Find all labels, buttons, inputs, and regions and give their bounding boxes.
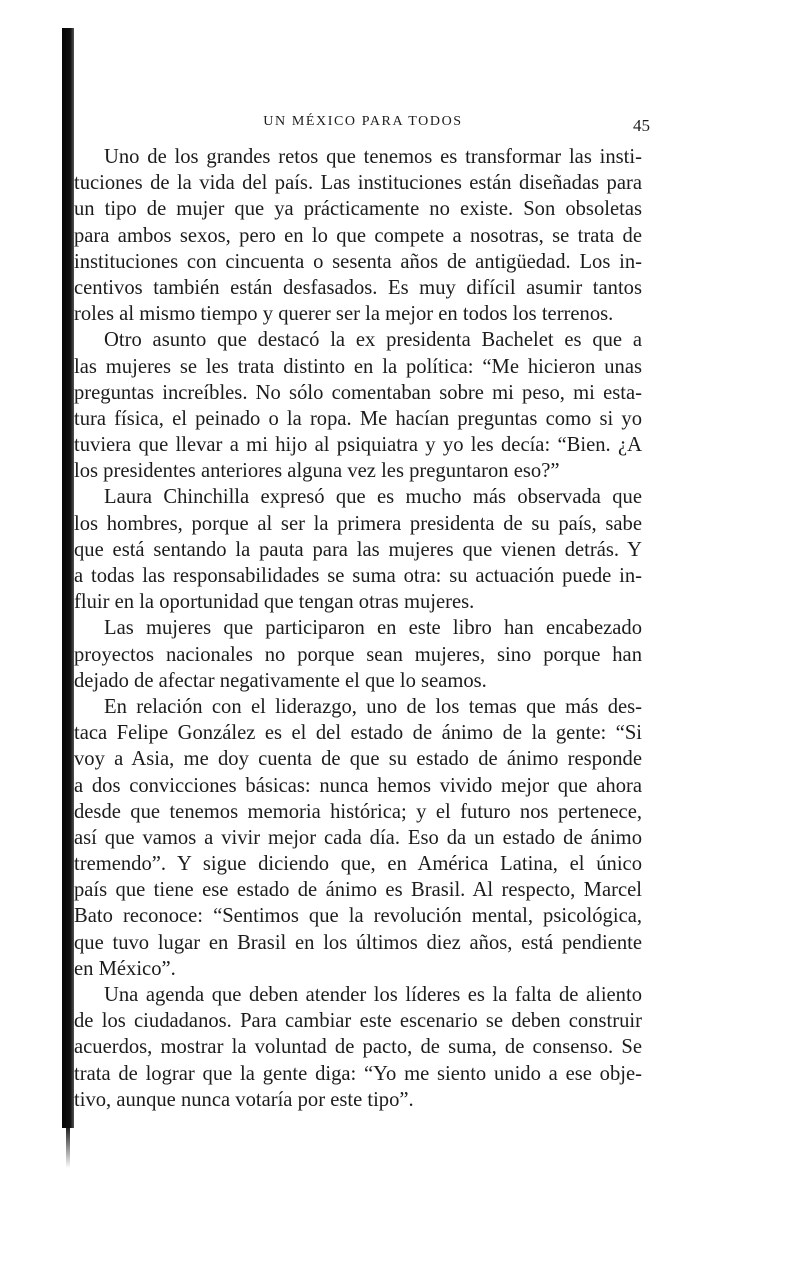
text-line: en México”. (74, 957, 176, 980)
text-line: En relación con el liderazgo, uno de los temas que más des- (104, 695, 642, 718)
text-line: taca Felipe González es el del estado de ánimo de la gente: “Si (74, 722, 642, 745)
book-binding-shadow (62, 28, 74, 1128)
text-line: voy a Asia, me doy cuenta de que su estado de ánimo responde (74, 748, 642, 771)
text-line: proyectos nacionales no porque sean mujeres, sino porque han (74, 643, 642, 666)
text-line: Uno de los grandes retos que tenemos es transformar las insti- (104, 146, 642, 168)
text-line: tivo, aunque nunca votaría por este tipo”. (74, 1088, 414, 1111)
text-line: roles al mismo tiempo y querer ser la mejor en todos los terrenos. (74, 303, 614, 326)
page-header (76, 114, 650, 134)
page-number: 45 (633, 116, 650, 135)
text-line: un tipo de mujer que ya prácticamente no existe. Son obsoletas (74, 198, 642, 221)
text-line: Una agenda que deben atender los líderes es la falta de aliento (104, 984, 642, 1006)
text-line: a todas las responsabilidades se suma otra: su actuación puede in- (74, 565, 642, 587)
book-binding-fade (66, 1128, 70, 1168)
text-line: preguntas increíbles. No sólo comentaban sobre mi peso, mi esta- (74, 381, 642, 404)
text-line: Las mujeres que participaron en este libro han encabezado (104, 617, 642, 640)
text-line: los presidentes anteriores alguna vez les preguntaron eso?” (74, 460, 560, 483)
text-line: así que vamos a vivir mejor cada día. Eso da un estado de ánimo (74, 826, 642, 849)
text-line: tremendo”. Y sigue diciendo que, en América Latina, el único (74, 853, 642, 876)
text-line: dejado de afectar negativamente el que lo seamos. (74, 669, 487, 692)
text-line: trata de lograr que la gente diga: “Yo me siento unido a ese obje- (74, 1062, 642, 1085)
text-line: Laura Chinchilla expresó que es mucho más observada que (104, 486, 642, 509)
text-line: los hombres, porque al ser la primera presidenta de su país, sabe (74, 512, 642, 535)
text-line: para ambos sexos, pero en lo que compete a nosotras, se trata de (74, 224, 642, 247)
running-title: UN MÉXICO PARA TODOS (263, 114, 463, 129)
text-line: las mujeres se les trata distinto en la política: “Me hicieron unas (74, 355, 642, 378)
text-line: desde que tenemos memoria histórica; y el futuro nos pertenece, (74, 800, 642, 823)
text-line: Bato reconoce: “Sentimos que la revolución mental, psicológica, (74, 905, 642, 928)
body-text (74, 144, 642, 1113)
text-line: centivos también están desfasados. Es muy difícil asumir tantos (74, 276, 642, 299)
text-line: acuerdos, mostrar la voluntad de pacto, de suma, de consenso. Se (74, 1036, 642, 1059)
text-line: a dos convicciones básicas: nunca hemos vivido mejor que ahora (74, 774, 642, 797)
text-line: tura física, el peinado o la ropa. Me hacían preguntas como si yo (74, 407, 642, 430)
text-line: instituciones con cincuenta o sesenta años de antigüedad. Los in- (74, 250, 642, 273)
text-line: de los ciudadanos. Para cambiar este escenario se deben construir (74, 1010, 642, 1033)
text-line: fluir en la oportunidad que tengan otras mujeres. (74, 591, 475, 614)
text-line: Otro asunto que destacó la ex presidenta Bachelet es que a (104, 329, 642, 352)
text-line: que está sentando la pauta para las mujeres que vienen detrás. Y (74, 538, 642, 561)
text-line: país que tiene ese estado de ánimo es Brasil. Al respecto, Marcel (74, 879, 642, 902)
text-line: tuciones de la vida del país. Las instituciones están diseñadas para (74, 172, 642, 195)
text-line: tuviera que llevar a mi hijo al psiquiatra y yo les decía: “Bien. ¿A (74, 434, 642, 457)
text-line: que tuvo lugar en Brasil en los últimos diez años, está pendiente (74, 931, 642, 954)
